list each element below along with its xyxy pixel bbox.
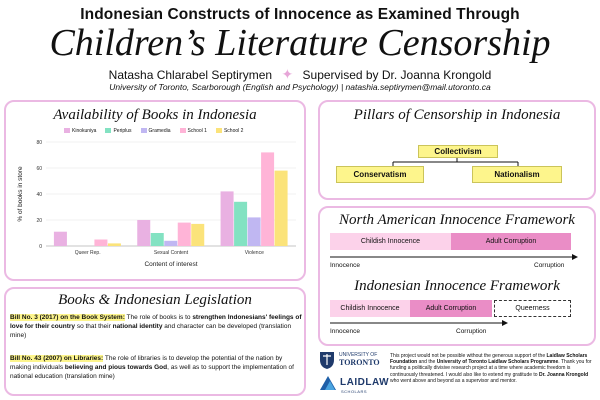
poster-title-line1: Indonesian Constructs of Innocence as Examined Through xyxy=(80,6,520,23)
ack-text: who went above and beyond as a supervisor and mentor. xyxy=(390,377,517,384)
legend-swatch xyxy=(216,128,222,133)
acknowledgement-text xyxy=(390,353,595,384)
legend-swatch xyxy=(105,128,111,133)
id-queerness-bar: Queerness xyxy=(494,300,571,317)
bar-gramedia-1 xyxy=(164,241,177,246)
x-tick-label: Sexual Content xyxy=(153,250,189,256)
id-framework-title: Indonesian Innocence Framework xyxy=(354,278,560,294)
ack-text: This project would not be possible without the generous support of the xyxy=(390,353,547,359)
na-adult-corruption-bar: Adult Corruption xyxy=(451,233,571,250)
bar-gramedia-2 xyxy=(248,217,261,246)
pillar-collectivism: Collectivism xyxy=(418,145,498,158)
legend-label: School 2 xyxy=(223,128,244,134)
y-axis-label: % of books in store xyxy=(17,166,24,222)
uoft-crest-icon xyxy=(318,350,336,370)
bar-kinokuniya-0 xyxy=(54,232,67,246)
id-axis-corruption: Corruption xyxy=(456,328,487,335)
bar-school-2-0 xyxy=(108,243,121,246)
legend-label: Periplus xyxy=(113,128,132,134)
bill-3-bold: national identity xyxy=(112,323,163,330)
legend-swatch xyxy=(180,128,186,133)
availability-bar-chart xyxy=(12,134,302,274)
bar-periplus-2 xyxy=(234,202,247,246)
bill-3-heading: Bill No. 3 (2017) on the Book System: xyxy=(10,314,125,321)
legend-label: Kinokuniya xyxy=(72,128,97,134)
bar-school-2-2 xyxy=(275,171,288,246)
laidlaw-logo-icon xyxy=(318,374,338,392)
bill-43-heading: Bill No. 43 (2007) on Libraries: xyxy=(10,355,104,362)
id-axis-arrow xyxy=(328,318,510,328)
na-framework-title: North American Innocence Framework xyxy=(339,212,575,228)
x-tick-label: Violence xyxy=(244,250,264,256)
y-tick-label: 60 xyxy=(36,166,42,172)
id-childish-innocence-bar: Childish Innocence xyxy=(330,300,410,317)
bill-43-bold: believing and pious towards God xyxy=(64,364,168,371)
legend-swatch xyxy=(64,128,70,133)
bar-school-1-0 xyxy=(94,240,107,247)
author-line xyxy=(0,66,600,83)
bar-periplus-1 xyxy=(151,233,164,246)
bar-school-1-1 xyxy=(178,223,191,246)
pillar-nationalism: Nationalism xyxy=(472,166,562,183)
y-tick-label: 0 xyxy=(39,244,42,250)
uoft-line2: TORONTO xyxy=(339,358,380,367)
affiliation: University of Toronto, Scarborough (English and Psychology) | natashia.septirymen@mail.utoronto.ca xyxy=(109,82,491,92)
bill-3-bold: strengthen Indonesians' feelings of love for their country xyxy=(10,314,302,330)
supervisor-name: Supervised by Dr. Joanna Krongold xyxy=(302,68,492,82)
bar-kinokuniya-2 xyxy=(221,191,234,246)
bill-3-text: and character can be developed (translation mine) xyxy=(10,323,292,339)
ack-bold: Laidlaw Scholars Foundation xyxy=(390,353,588,366)
y-tick-label: 20 xyxy=(36,218,42,224)
bill-43-paragraph xyxy=(10,354,302,381)
y-tick-label: 80 xyxy=(36,140,42,146)
laidlaw-wordmark: LAIDLAW xyxy=(340,377,390,388)
laidlaw-sub: SCHOLARS xyxy=(341,389,368,394)
na-childish-innocence-bar: Childish Innocence xyxy=(330,233,451,250)
bar-kinokuniya-1 xyxy=(137,220,150,246)
x-axis-label: Content of interest xyxy=(144,261,198,268)
na-axis-corruption: Corruption xyxy=(534,262,565,269)
bill-3-paragraph xyxy=(10,313,302,340)
legislation-title: Books & Indonesian Legislation xyxy=(58,292,252,308)
pillars-title: Pillars of Censorship in Indonesia xyxy=(353,107,561,123)
bar-school-2-1 xyxy=(191,224,204,246)
bar-school-1-2 xyxy=(261,152,274,246)
ack-bold: University of Toronto Laidlaw Scholars Programme xyxy=(436,359,559,366)
na-axis-arrow xyxy=(328,252,580,262)
bill-43-text: The role of libraries is to develop the potential of the nation by making individuals xyxy=(10,355,283,371)
id-axis-innocence: Innocence xyxy=(330,328,360,335)
availability-title: Availability of Books in Indonesia xyxy=(53,107,257,123)
x-tick-label: Queer Rep. xyxy=(74,250,101,256)
bill-43-text: , as well as to support the implementation of national education (translation mine) xyxy=(10,364,294,380)
legend-label: School 1 xyxy=(187,128,207,134)
sparkle-icon: ✦ xyxy=(281,66,294,82)
bill-3-text: so that their xyxy=(75,323,113,330)
id-adult-corruption-bar: Adult Corruption xyxy=(410,300,492,317)
legend-label: Gramedia xyxy=(148,128,171,134)
na-axis-innocence: Innocence xyxy=(330,262,360,269)
poster-title-line2: Children’s Literature Censorship xyxy=(49,22,551,64)
y-tick-label: 40 xyxy=(36,192,42,198)
bill-3-text: The role of books is to xyxy=(124,314,193,321)
author-name: Natasha Chlarabel Septirymen xyxy=(108,68,273,82)
ack-bold: Dr. Joanna Krongold xyxy=(538,371,589,378)
ack-text: . Thank you for funding a politically divisive research project at a time where academic freedom is continuously threatened. I would also like to extend my gratitude to xyxy=(390,359,592,378)
pillar-conservatism: Conservatism xyxy=(336,166,424,183)
legend-swatch xyxy=(141,128,147,133)
ack-text: and the xyxy=(417,359,437,366)
uoft-line1: UNIVERSITY OF xyxy=(339,352,378,358)
